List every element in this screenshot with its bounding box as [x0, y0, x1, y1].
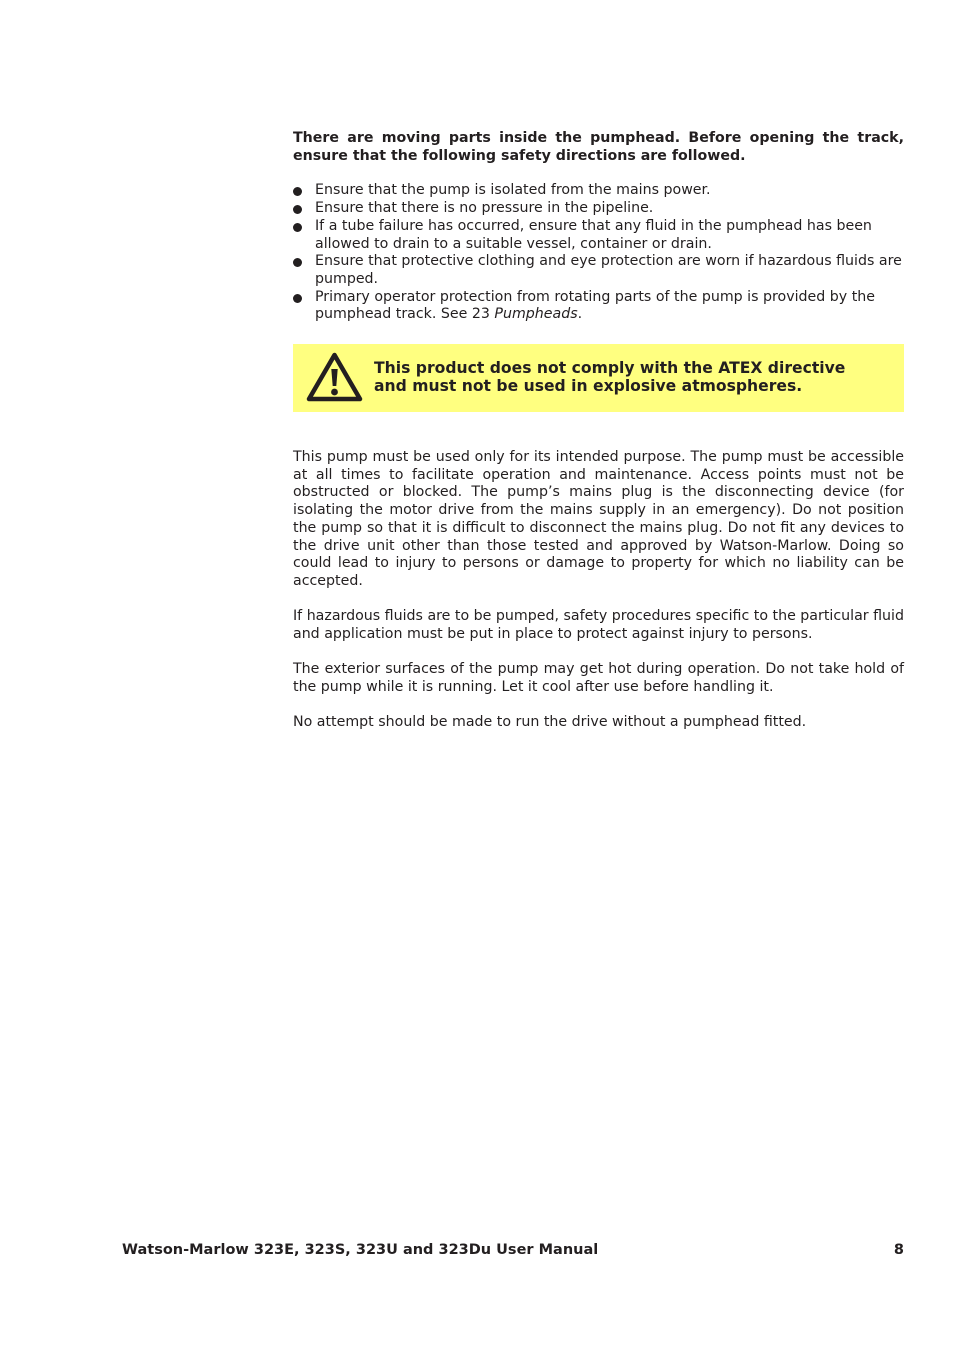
- bullet-icon: [293, 294, 302, 303]
- list-item: [293, 289, 904, 324]
- list-item-text: Ensure that protective clothing and eye protection are worn if hazardous fluids are pumped.: [315, 253, 902, 287]
- bullet-icon: [293, 258, 302, 267]
- atex-warning-text: [374, 359, 845, 395]
- moving-parts-warning: There are moving parts inside the pumphead. Before opening the track, ensure that the following safety directions are followed.: [293, 130, 904, 164]
- no-pumphead-paragraph: No attempt should be made to run the drive without a pumphead fitted.: [293, 713, 807, 730]
- list-item-text: Primary operator protection from rotating parts of the pump is provided by the pumphead track. See 23: [315, 288, 875, 323]
- atex-warning-box: [293, 344, 904, 412]
- pumpheads-reference-link[interactable]: Pumpheads: [494, 306, 578, 323]
- warning-triangle-icon: [306, 352, 363, 402]
- hot-surfaces-paragraph: The exterior surfaces of the pump may get hot during operation. Do not take hold of the pump while it is running. Let it cool after use before handling it.: [293, 661, 904, 695]
- hazardous-fluids-paragraph: If hazardous fluids are to be pumped, safety procedures specific to the particular fluid and application must be put in place to protect against injury to persons.: [293, 608, 904, 642]
- list-item-text: Ensure that the pump is isolated from the mains power.: [315, 182, 711, 199]
- list-item: [293, 253, 904, 288]
- list-item-text: Ensure that there is no pressure in the pipeline.: [315, 200, 654, 217]
- page-content: [293, 130, 904, 749]
- page-number: 8: [893, 1242, 904, 1258]
- atex-warning-line-1: This product does not comply with the ATEX directive: [374, 359, 846, 378]
- bullet-icon: [293, 187, 302, 196]
- list-item-text: If a tube failure has occurred, ensure that any fluid in the pumphead has been allowed to drain to a suitable vessel, container or drain.: [315, 217, 872, 252]
- list-item: [293, 200, 904, 218]
- intended-purpose-paragraph: This pump must be used only for its intended purpose. The pump must be accessible at all times to facilitate operation and maintenance. Access points must not be obstructed or blocked. The pump’s mains plug is the disconnecting device (for isolating the motor drive from the mains supply in an emergency). Do not position the pump so that it is difficult to disconnect the mains plug. Do not fit any devices to the drive unit other than those tested and approved by Watson-Marlow. Doing so could lead to injury to persons or damage to property for which no liability can be accepted.: [293, 449, 904, 589]
- bullet-icon: [293, 223, 302, 232]
- list-item: [293, 218, 904, 253]
- atex-warning-line-2: and must not be used in explosive atmospheres.: [374, 377, 803, 396]
- bullet-icon: [293, 205, 302, 214]
- safety-directions-list: [293, 182, 904, 324]
- list-item: [293, 182, 904, 200]
- manual-title: Watson-Marlow 323E, 323S, 323U and 323Du User Manual: [122, 1242, 599, 1258]
- list-item-text-end: .: [577, 306, 583, 323]
